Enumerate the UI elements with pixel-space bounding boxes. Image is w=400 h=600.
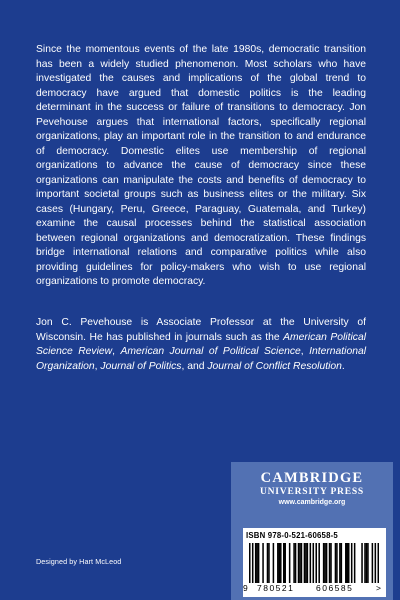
barcode-bar [324,543,326,583]
barcode-bar [375,543,377,583]
barcode-bar [348,543,350,583]
barcode-bar [283,543,285,583]
barcode-bar [267,543,269,583]
barcode-bar [378,543,379,583]
barcode-bar [367,543,369,583]
barcode-bar [301,543,303,583]
barcode-bar [315,543,317,583]
barcode-first-digit: 9 [243,583,248,593]
barcode-bar [284,543,286,583]
barcode-bar [310,543,312,583]
barcode-arrow: > [376,583,381,593]
barcode-bar [299,543,301,583]
designer-credit: Designed by Hart McLeod [36,557,122,566]
barcode-bar [304,543,306,583]
barcode-digits [243,583,386,595]
separator: , and [181,360,208,372]
barcode-bar [345,543,347,583]
journal-title: International Organization [36,346,367,372]
barcode-bar [339,543,341,583]
barcode-bar [329,543,331,583]
barcode-bar [262,543,264,583]
separator: , [112,346,121,357]
separator: , [94,360,101,372]
sentence-end: . [341,360,345,372]
barcode-bar [298,543,300,583]
barcode-bar [307,543,309,583]
barcode-bar [330,543,332,583]
barcode-bar [255,543,257,583]
publisher-subtitle: UNIVERSITY PRESS [259,487,365,497]
journal-title: American Journal of Political Science [120,346,301,357]
author-biography [36,316,366,374]
barcode-bar [341,543,343,583]
barcode-bar [305,543,307,583]
barcode-bar [354,543,356,583]
barcode-bar [361,543,363,583]
barcode-bar [335,543,337,583]
barcode-bar [279,543,281,583]
barcode-bar [289,543,291,583]
barcode-bar [256,543,258,583]
barcode-bar [351,543,353,583]
barcode-bar [366,543,368,583]
journal-title: Journal of Conflict Resolution [207,360,342,372]
barcode-bar [336,543,338,583]
publisher-name: CAMBRIDGE [260,470,364,486]
barcode-bars [249,543,379,583]
barcode-bar [372,543,374,583]
journal-title: Journal of Politics [100,360,182,372]
barcode-left-digits: 780521 [257,583,295,593]
barcode-bar [313,543,315,583]
barcode-bar [323,543,325,583]
barcode-bar [273,543,275,583]
barcode-bar [347,543,349,583]
separator: , [300,346,310,357]
publisher-url: www.cambridge.org [278,499,346,506]
isbn-barcode [243,528,386,597]
barcode-bar [277,543,279,583]
barcode-bar [295,543,297,583]
barcode-bar [280,543,282,583]
barcode-right-digits: 606585 [316,583,354,593]
barcode-bar [326,543,328,583]
book-description: Since the momentous events of the late 1980s, democratic transition has been a widely studied phenomenon. Most scholars who have investigated the causes and implications of the global trend to democracy have argued that domestic politics is the leading determinant in the success or failure of transitions to democracy. Jon Pevehouse argues that international factors, specifically regional organizations, play an important role in the transition to and endurance of democracy. Domestic elites use membership of regional organizations to advance the cause of democracy since these organizations can manipulate the costs and benefits of democracy to important societal groups such as business elites or the military. Six cases (Hungary, Peru, Greece, Paraguay, Guatemala, and Turkey) examine the causal processes behind the statistical association between regional organizations and democratization. These findings bridge international relations and comparative politics while also providing guidelines for policy-makers who wish to use regional organizations to promote democracy. [36,44,366,287]
author-bio-intro: Jon C. Pevehouse is Associate Professor at the University of Wisconsin. He has published in journals such as the [36,317,366,343]
journal-title: American Political Science Review [36,331,366,357]
barcode-bar [252,543,254,583]
isbn-label: ISBN 978-0-521-60658-5 [246,531,338,540]
barcode-bar [258,543,260,583]
barcode-bar [293,543,295,583]
barcode-bar [318,543,320,583]
barcode-bar [268,543,270,583]
barcode-bar [249,543,251,583]
barcode-bar [364,543,366,583]
